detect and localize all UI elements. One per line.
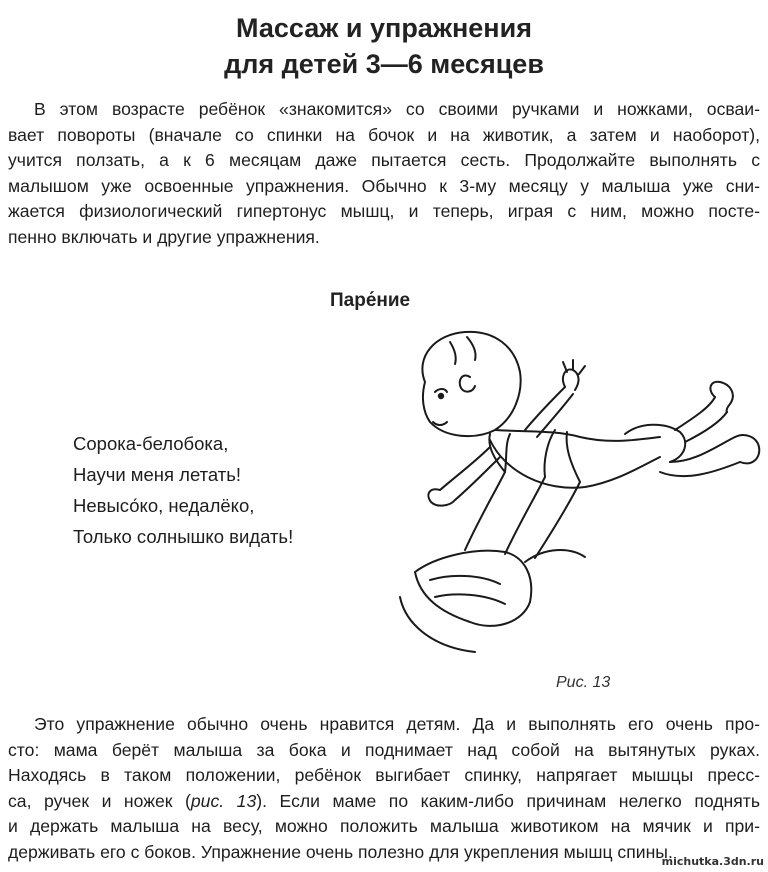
section-heading: Паре́ние — [330, 290, 411, 311]
body-line-text: са, ручек и ножек ( — [8, 790, 191, 811]
body-line: Находясь в таком положении, ребёнок выгибает спинку, напрягает мышцы пресс- — [8, 765, 760, 785]
intro-line: пенно включать и другие упражнения. — [8, 226, 320, 247]
body-line: Это упражнение обычно очень нравится детям. Да и выполнять его очень про- — [34, 714, 760, 734]
intro-line: учится ползать, а к 6 месяцам даже пытается сесть. Продолжайте выполнять с — [8, 150, 760, 170]
poem-line: Невысо́ко, недалёко, — [73, 495, 255, 516]
body-line — [8, 789, 760, 815]
poem-line: Научи меня летать! — [73, 464, 242, 485]
body-line-text: ). Если маме по каким-либо причинам нелегко поднять — [256, 790, 760, 811]
body-line: и держать малыша на весу, можно положить малыша животиком на мячик и при- — [8, 816, 760, 836]
poem-line: Только солнышко видать! — [73, 526, 294, 547]
intro-line: вает повороты (вначале со спинки на бочок и на животик, а затем и наоборот), — [8, 124, 760, 145]
intro-line: В этом возрасте ребёнок «знакомится» со своими ручками и ножками, осваи- — [34, 99, 760, 119]
intro-line: жается физиологический гипертонус мышц, и теперь, играя с ним, можно посте- — [8, 201, 760, 221]
body-paragraph — [8, 712, 760, 865]
page-title-line-1: Массаж и упражнения — [236, 13, 532, 43]
poem-line: Сорока-белобока, — [73, 433, 229, 454]
intro-line: малышом уже освоенные упражнения. Обычно к 3-му месяцу у малыша уже сни- — [8, 175, 760, 196]
page-title-line-2: для детей 3—6 месяцев — [224, 49, 544, 79]
body-line: сто: мама берёт малыша за бока и поднимает над собой на вытянутых руках. — [8, 739, 760, 760]
figure-reference: рис. 13 — [190, 790, 257, 811]
intro-paragraph — [8, 97, 760, 250]
figure-caption: Рис. 13 — [556, 674, 611, 691]
body-line: держивать его с боков. Упражнение очень полезно для укрепления мышц спины. — [8, 841, 673, 862]
poem — [73, 428, 293, 552]
baby-lifting-illustration — [395, 322, 765, 662]
page-title — [0, 10, 768, 82]
watermark: michutka.3dn.ru — [661, 855, 764, 868]
